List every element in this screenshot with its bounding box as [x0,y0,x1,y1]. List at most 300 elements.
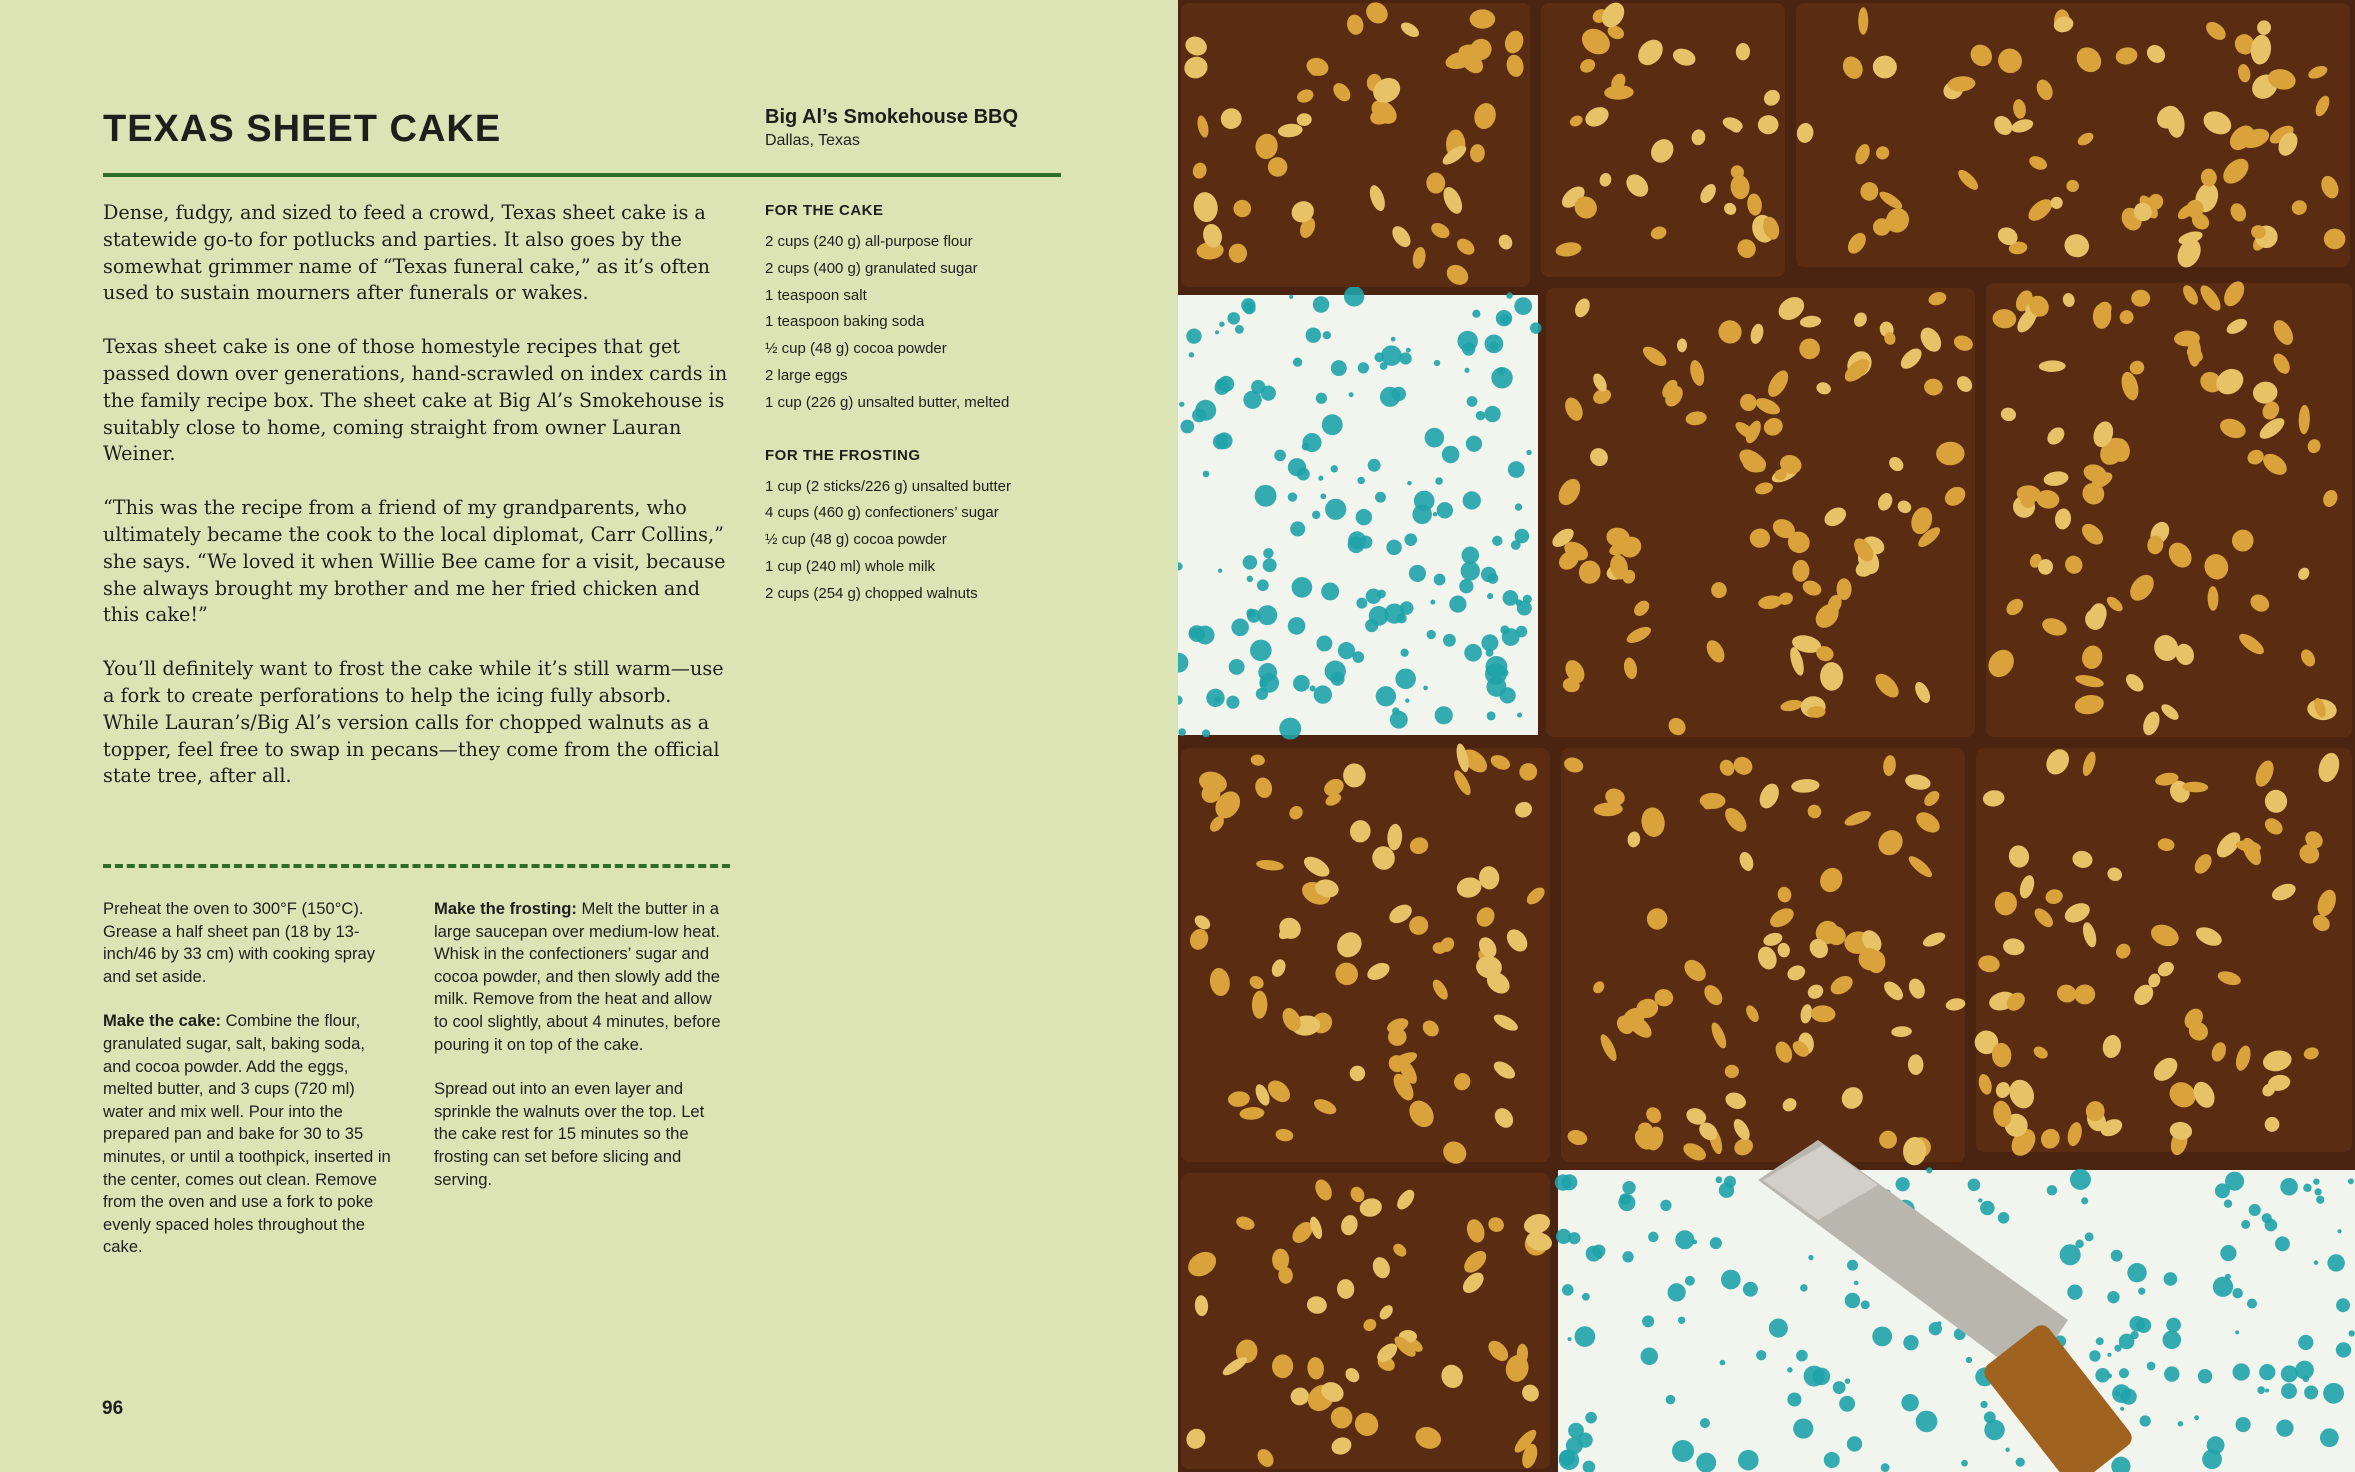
plate-speckle [2119,1368,2129,1378]
plate-speckle [2298,1335,2313,1350]
plate-speckle [1442,446,1460,464]
plate-speckle [1306,328,1321,343]
plate-speckle [1622,1181,1635,1194]
plate-speckle [1720,1360,1726,1366]
plate-speckle [2111,1250,2123,1262]
plate-speckle [2112,1384,2131,1403]
plate-speckle [1743,1282,1758,1297]
plate-speckle [1449,595,1466,612]
walnut-piece [1858,7,1868,35]
plate-speckle [1196,626,1215,645]
walnut-piece [2131,290,2150,307]
cake-ingredient-list [765,229,1065,417]
plate-speckle [1578,1432,1593,1447]
plate-speckle [1349,392,1354,397]
plate-speckle [2316,1196,2324,1204]
plate-speckle [1213,434,1228,449]
method-step [434,898,724,1056]
plate-speckle [2127,1263,2146,1282]
plate-speckle [1700,1418,1710,1428]
plate-speckle [1517,713,1522,718]
plate-speckle [2215,1183,2230,1198]
plate-speckle [1313,296,1329,312]
intro-text [103,200,733,817]
step-lead: Make the cake: [103,1011,222,1031]
plate-speckle [1642,1315,1654,1327]
plate-speckle [1246,608,1255,617]
plate-speckle [1839,1396,1855,1412]
plate-speckle [2280,1178,2298,1196]
plate-speckle [1487,593,1493,599]
plate-speckle [1348,536,1365,553]
plate-speckle [1903,1335,1918,1350]
plate-speckle [1675,1230,1694,1249]
intro-paragraph: Texas sheet cake is one of those homestyle recipes that get passed down over generations, hand-scrawled on index cards in the family recipe box. The sheet cake at Big Al’s Smokehouse is suitably close to home, coming straight from owner Lauran Weiner. [103,335,728,466]
plate-speckle [1226,696,1239,709]
plate-speckle [1279,718,1301,740]
plate-speckle [1390,711,1408,729]
plate-speckle [2303,1184,2311,1192]
plate-speckle [1463,491,1481,509]
plate-speckle [1582,1293,1590,1301]
ingredient-item: 2 large eggs [765,366,848,384]
plate-speckle [1484,406,1500,422]
plate-speckle [2320,1428,2339,1447]
plate-speckle [1756,1350,1766,1360]
plate-speckle [1186,328,1201,343]
plate-speckle [1721,1270,1741,1290]
plate-speckle [1672,1440,1694,1462]
plate-speckle [1314,685,1332,703]
plate-speckle [2295,1361,2314,1380]
plate-speckle [2281,1383,2297,1399]
plate-speckle [1793,1418,1813,1438]
plate-speckle [2314,1188,2321,1195]
plate-speckle [2070,1169,2091,1190]
plate-speckle [2005,1448,2009,1452]
plate-speckle [1203,471,1210,478]
plate-speckle [1787,1392,1801,1406]
plate-speckle [1231,619,1249,637]
plate-speckle [1499,687,1515,703]
plate-speckle [1218,569,1222,573]
plate-speckle [1769,1319,1788,1338]
plate-speckle [2163,1331,2182,1350]
plate-speckle [1668,1283,1686,1301]
restaurant-location: Dallas, Texas [765,132,860,149]
plate-speckle [1257,579,1269,591]
plate-speckle [1263,548,1273,558]
plate-speckle [2081,1197,2088,1204]
plate-speckle [1358,362,1369,373]
frosting-ingredient-list [765,474,1065,608]
step-text: Combine the flour, granulated sugar, salt, baking soda, and cocoa powder. Add the eggs, melted butter, and 3 cups (720 ml) water and mix well. Pour into the prepared pan and bake for 30 to 35 minutes, or until a toothpick, inserted in the center, comes out clean. Remove from the oven and use a fork to poke evenly spaced holes throughout the cake. [103,1011,391,1257]
plate-speckle [1288,492,1297,501]
plate-speckle [1263,558,1277,572]
plate-speckle [1405,699,1409,703]
plate-speckle [1511,540,1521,550]
plate-speckle [1464,368,1469,373]
plate-speckle [2089,1350,2100,1361]
plate-speckle [1872,1326,1892,1346]
plate-speckle [2323,1383,2344,1404]
plate-speckle [1833,1381,1846,1394]
plate-speckle [2107,1353,2111,1357]
plate-speckle [1300,467,1306,473]
plate-speckle [1487,573,1498,584]
plate-speckle [1561,1174,1577,1190]
cake-square [1986,283,2352,737]
plate-speckle [1380,362,1388,370]
plate-speckle [1523,595,1532,604]
plate-speckle [2259,1364,2275,1380]
plate-speckle [1796,1350,1808,1362]
plate-speckle [1386,540,1401,555]
plate-speckle [1289,295,1293,299]
plate-speckle [1530,322,1541,333]
plate-speckle [1368,459,1381,472]
plate-speckle [1338,642,1355,659]
plate-speckle [1427,630,1436,639]
plate-speckle [2202,1449,2222,1469]
plate-speckle [2224,1200,2232,1208]
plate-speckle [1406,348,1411,353]
plate-speckle [1497,367,1505,375]
plate-speckle [1316,393,1327,404]
plate-speckle [2241,1220,2250,1229]
walnut-piece [1470,9,1495,28]
ingredient-item: ½ cup (48 g) cocoa powder [765,531,947,549]
plate-speckle [2265,1219,2278,1232]
ingredient-item: 2 cups (400 g) granulated sugar [765,259,978,277]
plate-speckle [2120,1407,2124,1411]
plate-speckle [1180,420,1194,434]
step-text: Melt the butter in a large saucepan over medium-low heat. Whisk in the confectioners’ sugar and cocoa powder, and then slowly add the milk. Remove from the heat and allow to cool slightly, about 4 minutes, before pouring it on top of the cake. [434,899,721,1054]
plate-speckle [2233,1363,2250,1380]
plate-speckle [1292,577,1313,598]
plate-speckle [1506,292,1512,298]
ingredient-item: 1 teaspoon baking soda [765,313,925,331]
page-number: 96 [102,1398,124,1419]
plate-speckle [1961,1460,1968,1467]
plate-speckle [2336,1342,2351,1357]
plate-speckle [1229,659,1245,675]
plate-speckle [2232,1288,2242,1298]
plate-speckle [1435,477,1443,485]
plate-speckle [1467,396,1478,407]
plate-speckle [1998,1212,2010,1224]
plate-speckle [1189,352,1194,357]
plate-speckle [2085,1232,2094,1241]
plate-speckle [1293,357,1302,366]
plate-speckle [1356,509,1372,525]
plate-speckle [1443,634,1456,647]
plate-speckle [1423,686,1428,691]
plate-speckle [1585,1412,1597,1424]
plate-speckle [1481,634,1498,651]
plate-speckle [2147,1362,2156,1371]
plate-speckle [1487,711,1496,720]
plate-speckle [1562,1284,1574,1296]
plate-speckle [2275,1236,2290,1251]
method-column-1 [103,898,393,1281]
plate-speckle [2314,1260,2319,1265]
plate-speckle [1437,502,1453,518]
plate-speckle [1219,321,1224,326]
plate-speckle [1412,505,1432,525]
plate-speckle [2096,1337,2104,1345]
plate-speckle [1290,521,1305,536]
plate-speckle [2138,1288,2145,1295]
plate-speckle [2178,1421,2184,1427]
plate-speckle [1486,649,1494,657]
plate-speckle [1980,1401,1987,1408]
plate-speckle [1400,601,1414,615]
plate-speckle [1710,1237,1722,1249]
plate-speckle [1502,628,1520,646]
plate-speckle [2304,1385,2318,1399]
ingredient-item: 4 cups (460 g) confectioners’ sugar [765,504,999,522]
plate-speckle [1476,411,1485,420]
plate-speckle [1189,628,1199,638]
plate-speckle [1316,636,1332,652]
plate-speckle [1235,325,1244,334]
plate-speckle [1377,590,1386,599]
plate-speckle [1331,360,1347,376]
plate-speckle [1320,493,1326,499]
plate-speckle [1678,1317,1685,1324]
plate-speckle [2047,1185,2057,1195]
plate-speckle [2276,1419,2293,1436]
plate-speckle [1288,617,1306,635]
plate-speckle [1966,1357,1972,1363]
plate-speckle [1472,310,1480,318]
plate-speckle [1195,400,1216,421]
plate-speckle [1216,378,1228,390]
plate-speckle [2220,1245,2236,1261]
plate-speckle [2235,1330,2239,1334]
plate-speckle [2247,1299,2257,1309]
plate-speckle [1787,1367,1792,1372]
plate-speckle [2164,1366,2179,1381]
plate-speckle [1435,706,1453,724]
plate-speckle [1461,561,1480,580]
plate-speckle [1400,648,1408,656]
plate-speckle [1374,352,1384,362]
ingredient-item: 1 cup (240 ml) whole milk [765,557,936,575]
plate-speckle [1466,436,1482,452]
plate-speckle [1515,503,1522,510]
plate-speckle [1404,533,1417,546]
plate-speckle [1323,331,1331,339]
plate-speckle [1641,1348,1658,1365]
plate-speckle [1202,729,1210,737]
plate-speckle [1243,555,1257,569]
plate-speckle [1847,1260,1858,1271]
plate-speckle [1685,1276,1695,1286]
plate-speckle [1227,312,1240,325]
cake-photo-illustration [1178,0,2355,1472]
plate-speckle [1526,450,1531,455]
plate-speckle [1365,619,1378,632]
plate-speckle [1926,1167,1932,1173]
plate-speckle [1321,582,1339,600]
plate-speckle [2016,1457,2025,1466]
method-step: Preheat the oven to 300°F (150°C). Grease a half sheet pan (18 by 13-inch/46 by 33 cm) with cooking spray and set aside. [103,899,376,986]
plate-speckle [2327,1254,2344,1271]
plate-speckle [1250,640,1272,662]
ingredient-item: ½ cup (48 g) cocoa powder [765,340,947,358]
plate-speckle [1356,598,1367,609]
method-column-2 [434,898,724,1213]
plate-speckle [1496,310,1512,326]
cake-ingredients-heading: FOR THE CAKE [765,202,884,219]
plate-speckle [1433,512,1438,517]
plate-speckle [1724,1176,1736,1188]
plate-speckle [1179,402,1184,407]
plate-speckle [2107,1291,2119,1303]
method-divider [103,864,730,868]
plate-speckle [1980,1201,1994,1215]
restaurant-name: Big Al’s Smokehouse BBQ [765,106,1019,128]
plate-speckle [1325,499,1346,520]
plate-speckle [1395,668,1416,689]
plate-speckle [1357,477,1364,484]
ingredient-item: 1 teaspoon salt [765,286,867,304]
plate-speckle [2067,1285,2082,1300]
plate-speckle [1434,360,1440,366]
plate-speckle [1492,536,1502,546]
plate-speckle [1247,576,1253,582]
plate-speckle [1666,1395,1676,1405]
plate-speckle [1457,331,1478,352]
frosting-ingredients-heading: FOR THE FROSTING [765,446,921,464]
plate-speckle [1259,673,1279,693]
plate-speckle [2313,1178,2319,1184]
plate-speckle [1430,600,1435,605]
plate-speckle [1375,492,1386,503]
plate-speckle [1501,669,1508,676]
plate-speckle [1592,1245,1605,1258]
plate-speckle [1800,1284,1808,1292]
plate-speckle [1575,1326,1596,1347]
plate-speckle [1568,1232,1580,1244]
plate-speckle [1241,298,1255,312]
plate-speckle [1255,485,1277,507]
plate-speckle [2166,1318,2181,1333]
plate-speckle [1978,1198,1982,1202]
plate-speckle [1968,1179,1981,1192]
plate-speckle [2140,1415,2151,1426]
plate-speckle [1854,1281,1859,1286]
plate-speckle [1660,1200,1671,1211]
plate-speckle [1622,1251,1633,1262]
plate-speckle [1274,450,1286,462]
plate-speckle [1824,1452,1840,1468]
plate-speckle [2213,1277,2233,1297]
plate-speckle [2114,1345,2121,1352]
plate-speckle [2337,1229,2341,1233]
plate-speckle [1459,579,1473,593]
plate-speckle [1261,386,1276,401]
walnut-piece [1350,1066,1365,1082]
plate-speckle [1425,428,1445,448]
plate-speckle [1243,391,1261,409]
plate-speckle [1392,387,1406,401]
plate-speckle [1302,443,1310,451]
plate-speckle [1489,341,1499,351]
plate-speckle [1929,1322,1942,1335]
plate-speckle [1331,465,1338,472]
plate-speckle [1738,1450,1759,1471]
plate-speckle [1178,728,1186,736]
plate-speckle [1409,565,1426,582]
plate-speckle [1407,481,1412,486]
plate-speckle [2349,1330,2355,1336]
plate-speckle [1376,686,1396,706]
ingredient-item: 2 cups (240 g) all-purpose flour [765,233,973,250]
plate-speckle [1215,330,1219,334]
intro-paragraph: Dense, fudgy, and sized to feed a crowd, Texas sheet cake is a statewide go-to for potlucks and parties. It also goes by the somewhat grimmer name of “Texas funeral cake,” as it’s often used to sustain mourners after funerals or wakes. [103,201,711,305]
title-divider [103,173,1061,177]
plate-speckle [2236,1417,2251,1432]
plate-speckle [1391,337,1396,342]
plate-speckle [1847,1436,1862,1451]
plate-speckle [2348,1178,2354,1184]
plate-speckle [2281,1365,2298,1382]
plate-speckle [1568,1337,1572,1341]
plate-speckle [1330,672,1344,686]
plate-speckle [1318,476,1323,481]
plate-speckle [1808,1255,1813,1260]
plate-speckle [1508,461,1525,478]
plate-speckle [1344,286,1364,306]
plate-speckle [2164,1272,2178,1286]
cake-photo [1178,0,2355,1472]
plate-speckle [1464,644,1482,662]
plate-speckle [1559,1450,1579,1470]
plate-speckle [2198,1369,2212,1383]
plate-speckle [2129,1316,2145,1332]
method-step [103,1010,393,1259]
plate-speckle [1514,297,1532,315]
plate-speckle [1312,511,1320,519]
step-lead: Make the frosting: [434,899,577,918]
ingredient-item: 2 cups (254 g) chopped walnuts [765,584,978,602]
plate-speckle [1434,574,1446,586]
plate-speckle [2060,1244,2081,1265]
plate-speckle [2225,1274,2231,1280]
ingredient-item: 1 cup (2 sticks/226 g) unsalted butter [765,477,1011,495]
plate-speckle [2194,1415,2199,1420]
plate-speckle [1901,1394,1918,1411]
plate-speckle [1984,1420,2004,1440]
intro-paragraph: You’ll definitely want to frost the cake while it’s still warm—use a fork to create perforations to help the icing fully absorb. While Lauran’s/Big Al’s version calls for chopped walnuts as a topper, feel free to swap in pecans—they come from the official state tree, after all. [103,657,724,788]
plate-speckle [1206,689,1224,707]
ingredient-item: 1 cup (226 g) unsalted butter, melted [765,393,1010,411]
plate-speckle [2265,1388,2269,1392]
plate-speckle [1619,1193,1631,1205]
method-step: Spread out into an even layer and sprinkle the walnuts over the top. Let the cake rest for 15 minutes so the frosting can set before slicing and serving. [434,1079,705,1189]
plate-speckle [2249,1204,2261,1216]
plate-speckle [1881,1463,1890,1472]
plate-speckle [1716,1176,1723,1183]
plate-speckle [1696,1453,1716,1472]
plate-speckle [1845,1293,1860,1308]
plate-speckle [1896,1177,1910,1191]
ingredients [765,202,1065,638]
plate-speckle [2095,1368,2109,1382]
